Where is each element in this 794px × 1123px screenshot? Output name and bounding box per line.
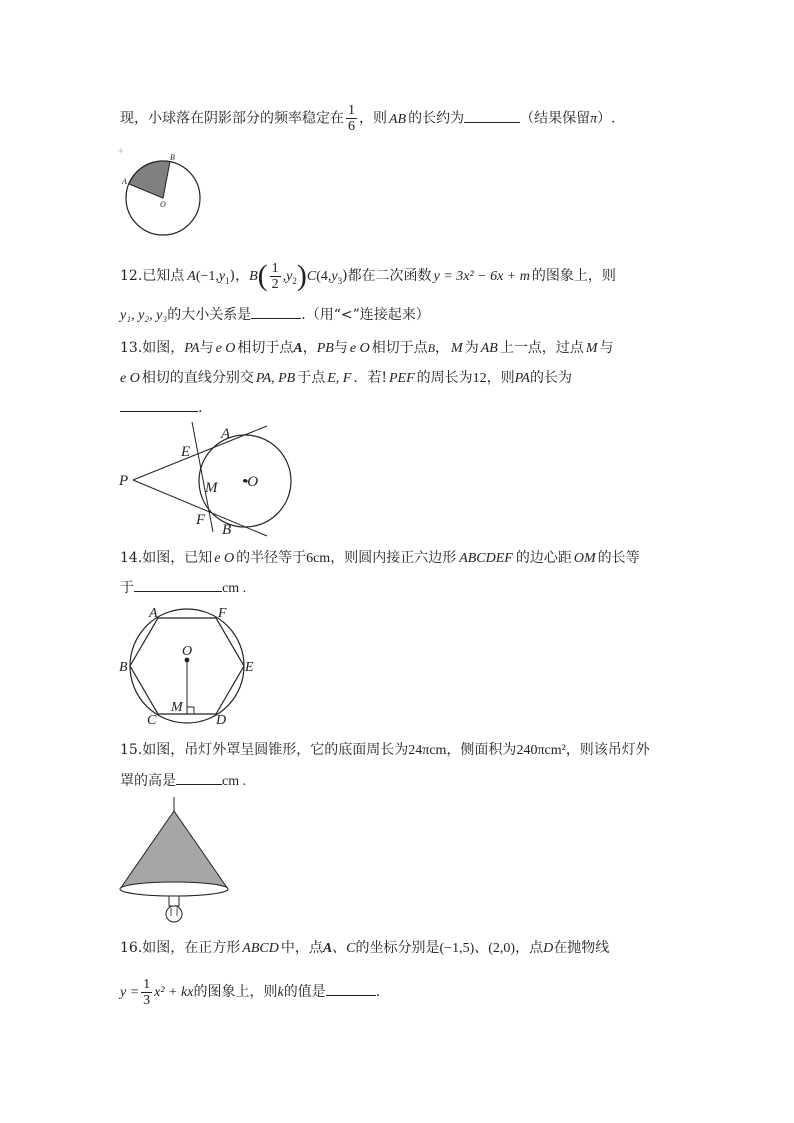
q14-t2: 的半径等于 xyxy=(236,550,307,566)
q14-line-1 xyxy=(120,548,640,569)
q15-circumference: 24πcm xyxy=(408,743,447,758)
q16-t3: 、 xyxy=(332,940,347,956)
q12-c-name: C xyxy=(306,269,317,284)
q13-t1: 如图， xyxy=(142,340,185,356)
q12-b-sub: 2 xyxy=(292,275,297,286)
q14-right-angle xyxy=(187,707,194,714)
q12-c-y: y xyxy=(331,269,338,284)
q13-t4: ， xyxy=(302,340,317,356)
q12-sep-1: )， xyxy=(229,268,250,284)
q12-b-frac-den: 2 xyxy=(271,276,279,292)
q16-d: D xyxy=(543,941,554,956)
q13-label-a: A xyxy=(221,426,231,442)
q14-t5: 的长等 xyxy=(597,550,640,566)
q13-number: 13. xyxy=(120,340,143,356)
q16-a: A xyxy=(322,941,333,956)
q12-a-name: A xyxy=(187,269,196,284)
q12-mid: 都在二次函数 xyxy=(347,268,432,284)
q13-t2: 与 xyxy=(199,340,214,356)
q12-close-paren: ) xyxy=(296,259,307,292)
q11-sector-figure xyxy=(118,148,218,243)
q13-l2l: 的长为 xyxy=(529,370,572,386)
q14-label-a: A xyxy=(149,606,158,621)
q13-t9: 上一点，过点 xyxy=(499,340,584,356)
q14-l2a: 于 xyxy=(120,580,134,596)
q12-line-2 xyxy=(120,304,430,326)
q15-line-2 xyxy=(120,770,246,792)
q11-text-5: ）. xyxy=(597,110,616,127)
q16-k: k xyxy=(277,985,284,1000)
q12-line2-text: 的大小关系是 xyxy=(167,307,252,323)
q12-pre: 已知点 xyxy=(142,268,185,284)
q13-t5: 与 xyxy=(333,340,348,356)
q13-label-f: F xyxy=(196,512,206,528)
q14-answer-blank[interactable] xyxy=(134,577,222,592)
q12-post: 的图象上，则 xyxy=(531,268,616,284)
q16-rest: x² + kx xyxy=(154,985,194,1000)
q12-c-coords: (4, xyxy=(316,269,332,284)
q13-m-2: M xyxy=(585,341,598,356)
q12-number: 12. xyxy=(120,268,143,284)
q14-circle: e O xyxy=(214,551,235,566)
q13-t7: ， xyxy=(435,340,450,356)
q13-l2g: PEF xyxy=(388,371,415,386)
q16-square: ABCD xyxy=(242,941,279,956)
q13-circle-o: e O xyxy=(215,341,236,356)
q16-t6: ，点 xyxy=(515,940,544,956)
q16-tail: . xyxy=(375,984,381,1000)
q15-area: 240πcm² xyxy=(516,743,566,758)
q11-text-3: 的长约为 xyxy=(408,110,465,127)
q14-l2b: cm . xyxy=(222,581,247,596)
q13-b: B xyxy=(427,341,436,355)
q16-line-2 xyxy=(120,972,380,1012)
q15-bulb-icon xyxy=(166,906,182,922)
q15-bulb-socket xyxy=(169,896,179,906)
q16-t8: 的图象上，则 xyxy=(193,984,278,1000)
q15-line-1 xyxy=(120,740,650,761)
q13-tangent-figure xyxy=(115,420,305,540)
q14-t1: 如图，已知 xyxy=(142,550,213,566)
q13-l2j: ，则 xyxy=(486,370,515,386)
q16-t1: 如图，在正方形 xyxy=(142,940,241,956)
q13-tail: . xyxy=(198,400,203,416)
q11-frac-den: 6 xyxy=(348,119,355,134)
q16-t5: 、 xyxy=(474,940,489,956)
q12-open-paren: ( xyxy=(257,259,268,292)
q16-t2: 中，点 xyxy=(280,940,323,956)
q15-number: 15. xyxy=(120,742,143,758)
q15-t3: ，则该吊灯外 xyxy=(565,742,650,758)
q16-number: 16. xyxy=(120,940,143,956)
q12-vars: y₁, y₂, y₃ xyxy=(120,308,168,323)
q11-text-1: 现，小球落在阴影部分的频率稳定在 xyxy=(120,110,344,127)
q13-line-2 xyxy=(120,368,572,389)
q13-label-b: B xyxy=(222,522,232,538)
q15-t1: 如图，吊灯外罩呈圆锥形，它的底面周长为 xyxy=(142,742,409,758)
q13-t10: 与 xyxy=(599,340,614,356)
q14-radius: 6cm xyxy=(306,551,331,566)
q11-label-a: A xyxy=(122,177,127,186)
q14-label-o: O xyxy=(182,644,193,659)
q16-c: C xyxy=(346,941,356,956)
q15-l2b: cm . xyxy=(222,774,247,789)
q16-y-eq: y = xyxy=(120,985,140,1000)
q11-frac-num: 1 xyxy=(348,103,355,118)
q13-label-m: M xyxy=(205,480,218,496)
q14-number: 14. xyxy=(120,550,143,566)
q13-l2c: PA, PB xyxy=(255,371,296,386)
q14-label-c: C xyxy=(147,713,157,728)
q14-label-b: B xyxy=(119,660,128,675)
q16-point-2: (2,0) xyxy=(488,941,516,956)
q11-line xyxy=(120,103,616,134)
q13-pb: PB xyxy=(316,341,334,356)
q12-c-sub: 3 xyxy=(337,275,343,286)
q13-l2e: E, F xyxy=(327,371,352,386)
q13-pa: PA xyxy=(184,341,200,356)
q13-t6: 相切于点 xyxy=(371,340,428,356)
q12-answer-blank[interactable] xyxy=(251,304,301,319)
q12-a-coords: (−1, xyxy=(195,269,219,284)
q12-b-frac-num: 1 xyxy=(271,260,279,276)
q12-a-sub: 1 xyxy=(225,275,230,286)
q13-l2k: PA xyxy=(514,371,530,386)
q12-a-y: y xyxy=(218,269,226,284)
q13-label-o: •O xyxy=(242,474,259,490)
q13-t3: 相切于点 xyxy=(237,340,294,356)
q11-shaded-sector xyxy=(129,161,170,198)
q11-arc-label: AB xyxy=(389,111,407,127)
q14-label-d: D xyxy=(216,713,227,728)
q13-circle-o-2: e O xyxy=(349,341,370,356)
q12-line2-tail: .（用“<”连接起来） xyxy=(301,307,430,323)
q11-text-4: （结果保留 xyxy=(520,110,591,127)
q13-l2h: 的周长为 xyxy=(416,370,473,386)
q11-pi: π xyxy=(590,111,598,127)
q13-answer-blank[interactable] xyxy=(120,397,198,412)
q13-l2i: 12 xyxy=(472,371,487,386)
q13-l2f: ．若! xyxy=(353,370,387,386)
q11-fraction xyxy=(346,103,357,134)
q13-line-1 xyxy=(120,338,613,359)
q16-fraction xyxy=(141,977,152,1008)
q12-sep-2: ) xyxy=(342,268,348,284)
q15-t2: ，侧面积为 xyxy=(446,742,517,758)
q12-b-name: B xyxy=(249,269,258,284)
q16-answer-blank[interactable] xyxy=(326,981,376,996)
q11-label-b: B xyxy=(170,153,175,162)
q16-line-1 xyxy=(120,938,609,959)
q13-a: A xyxy=(293,341,303,356)
q15-l2a: 罩的高是 xyxy=(120,773,176,789)
q13-line-3 xyxy=(120,397,202,418)
q16-frac-num: 1 xyxy=(143,976,151,992)
q12-b-y: ,y xyxy=(282,269,293,284)
q12-b-fraction xyxy=(270,261,281,292)
q13-label-e: E xyxy=(181,444,191,460)
q14-line-2 xyxy=(120,577,246,599)
q13-l2b: 相切的直线分别交 xyxy=(141,370,254,386)
q14-hexagon: ABCDEF xyxy=(459,551,513,566)
q14-label-e: E xyxy=(245,660,254,675)
q15-answer-blank[interactable] xyxy=(176,770,222,785)
q15-cone-base xyxy=(120,882,228,896)
q16-t4: 的坐标分别是 xyxy=(355,940,440,956)
q12-line-1 xyxy=(120,258,616,294)
q13-label-p: P xyxy=(119,473,129,489)
q16-t9: 的值是 xyxy=(283,984,326,1000)
q12-function: y = 3x² − 6x + m xyxy=(433,269,530,284)
q13-l2a: e O xyxy=(120,371,140,386)
q13-l2d: 于点 xyxy=(297,370,326,386)
q11-answer-blank[interactable] xyxy=(464,108,520,123)
q16-point-1: (−1,5) xyxy=(439,941,475,956)
q13-m: M xyxy=(451,341,463,356)
q14-hexagon-figure xyxy=(115,604,265,729)
q11-label-o: O xyxy=(160,200,166,209)
q16-frac-den: 3 xyxy=(143,992,151,1008)
q14-label-f: F xyxy=(218,606,227,621)
q14-label-m: M xyxy=(171,700,183,715)
q13-arc: AB xyxy=(480,341,498,356)
q16-t7: 在抛物线 xyxy=(553,940,610,956)
q14-t3: ，则圆内接正六边形 xyxy=(330,550,457,566)
q15-lamp-figure xyxy=(116,797,228,929)
q11-text-2: ，则 xyxy=(359,110,387,127)
q14-t4: 的边心距 xyxy=(515,550,572,566)
q13-t8: 为 xyxy=(464,340,479,356)
q14-om: OM xyxy=(573,551,596,566)
